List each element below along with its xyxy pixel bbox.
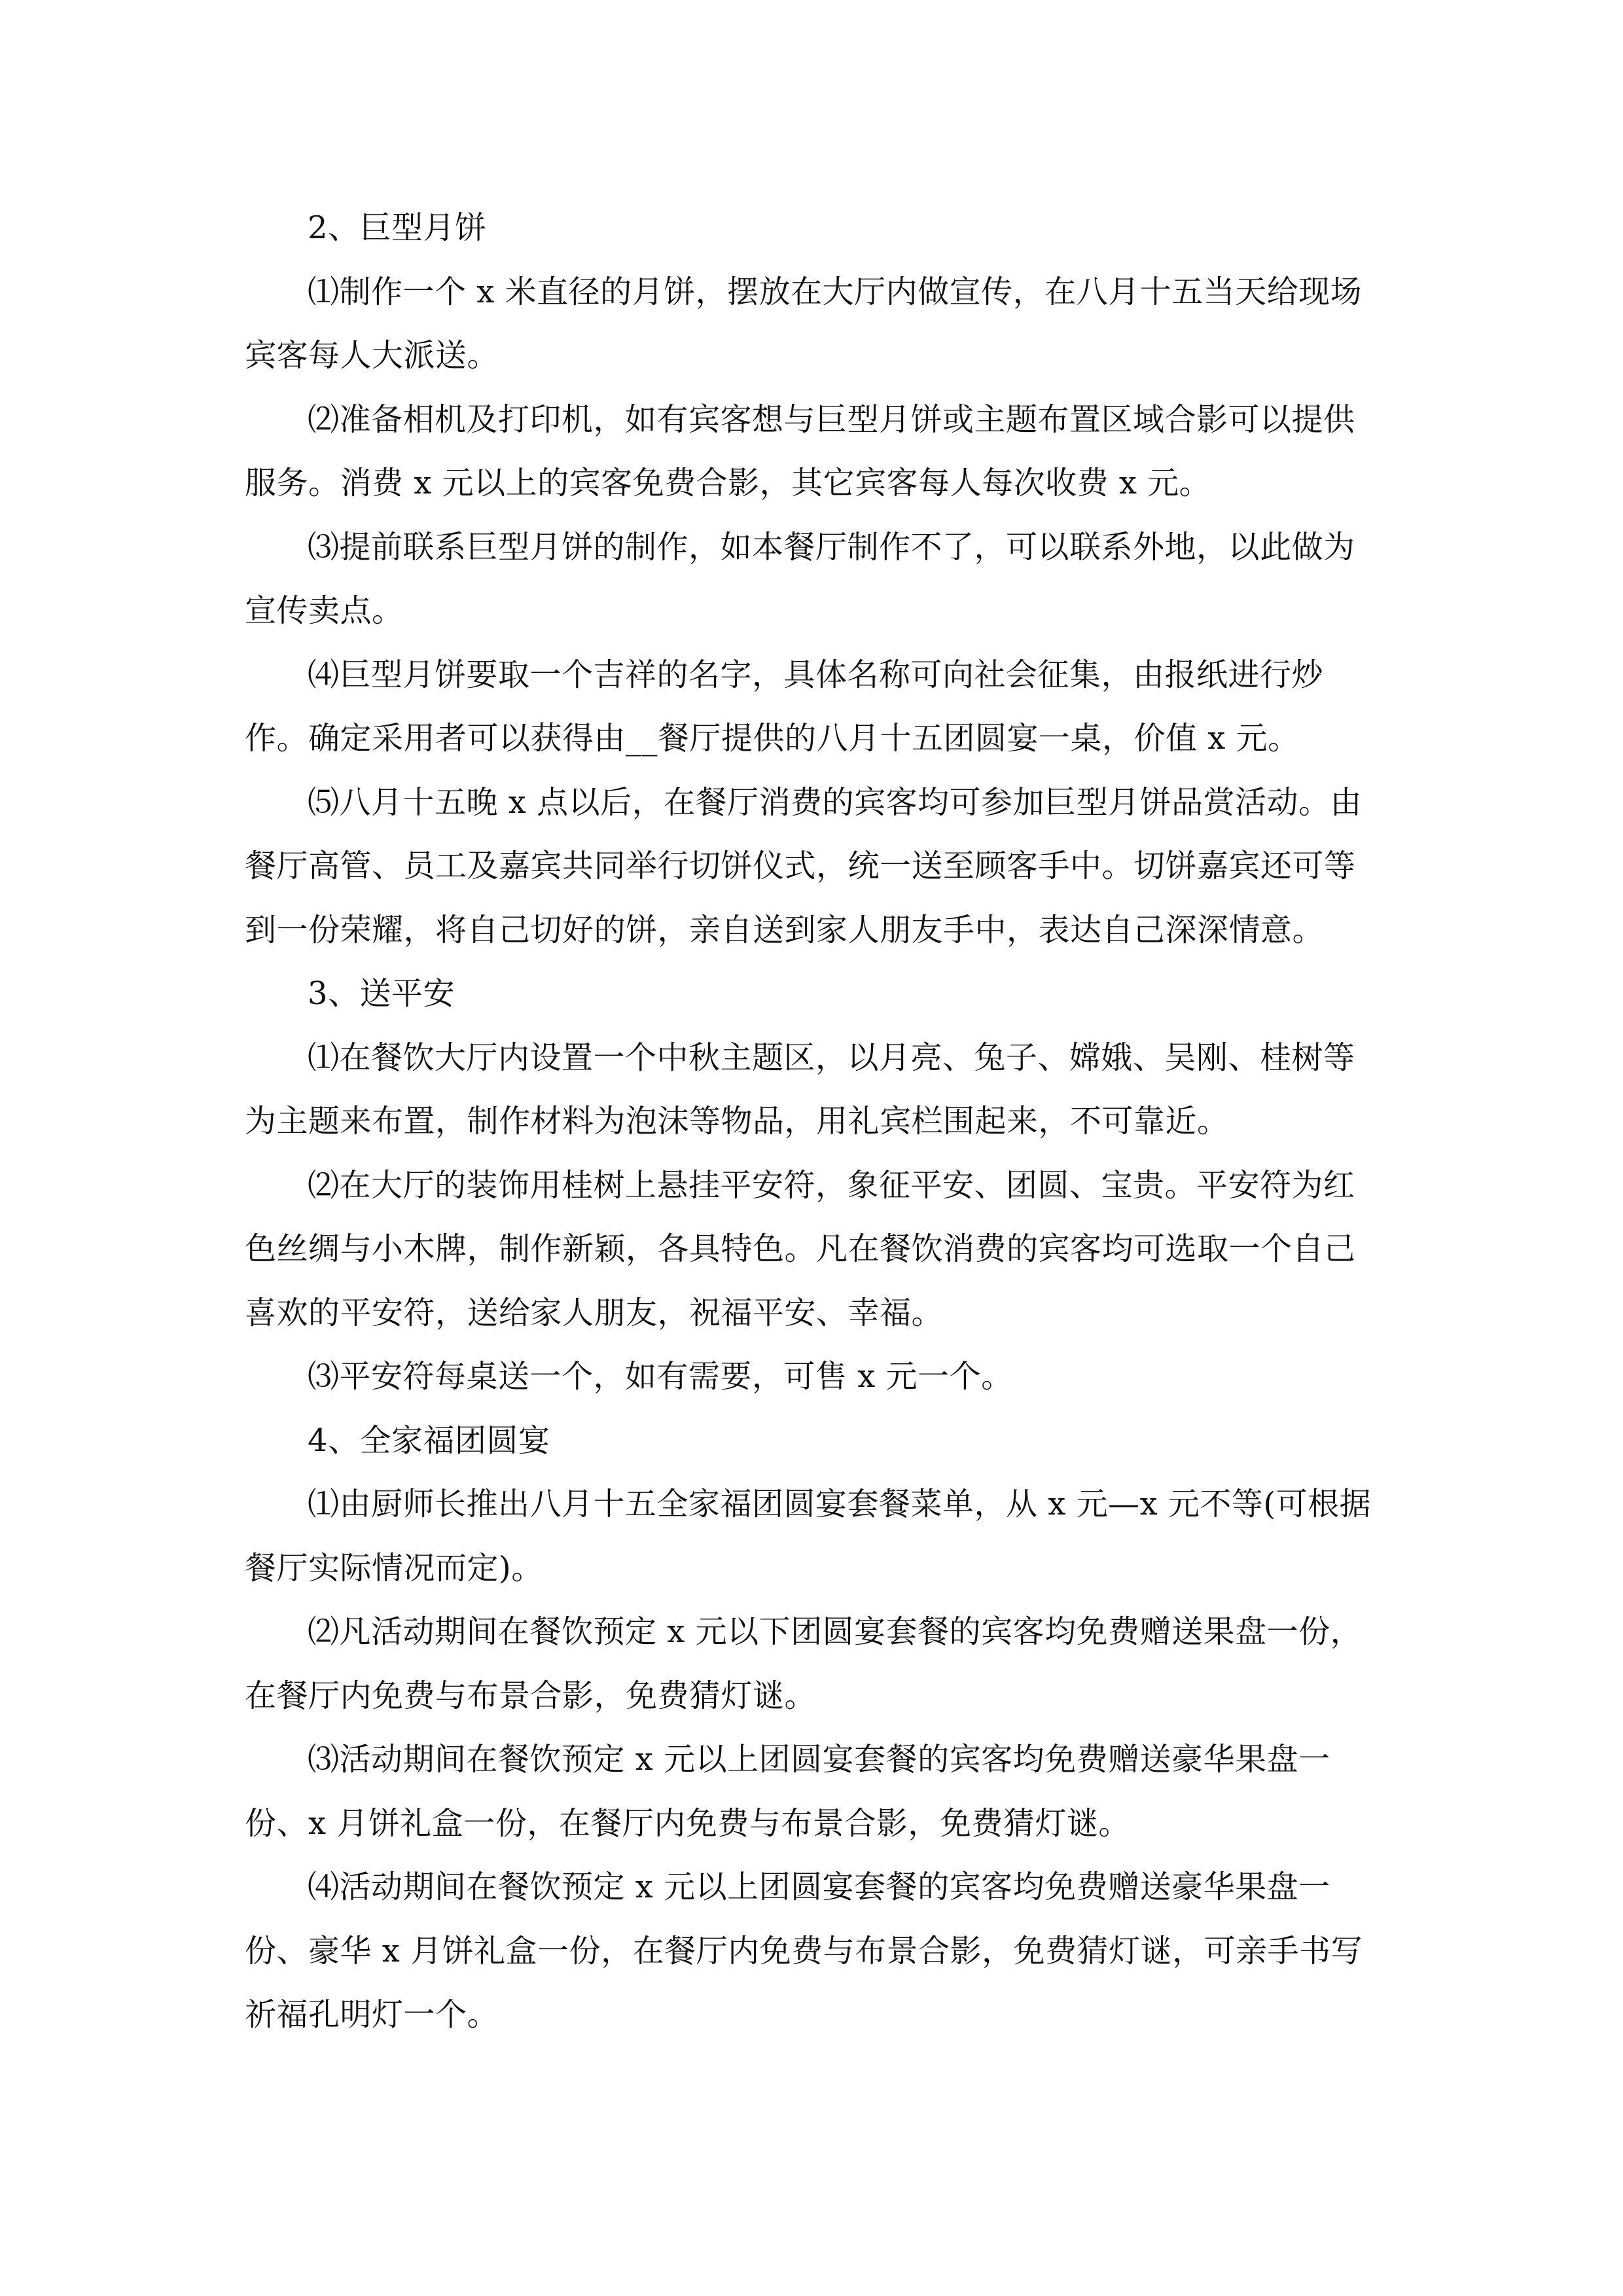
paragraph-banquet-4: ⑷活动期间在餐饮预定 x 元以上团圆宴套餐的宾客均免费赠送豪华果盘一份、豪华 x 月饼礼盒一份，在餐厅内免费与布景合影，免费猜灯谜，可亲手书写祈福孔明灯一个。 xyxy=(245,1869,1363,2033)
paragraph-mooncake-1: ⑴制作一个 x 米直径的月饼，摆放在大厅内做宣传，在八月十五当天给现场宾客每人大派送。 xyxy=(245,273,1363,374)
paragraph-banquet-3: ⑶活动期间在餐饮预定 x 元以上团圆宴套餐的宾客均免费赠送豪华果盘一份、x 月饼礼盒一份，在餐厅内免费与布景合影，免费猜灯谜。 xyxy=(245,1741,1330,1842)
paragraph-peace-3: ⑶平安符每桌送一个，如有需要，可售 x 元一个。 xyxy=(308,1358,1013,1395)
section-heading-peace: 3、送平安 xyxy=(308,975,455,1012)
paragraph-peace-2: ⑵在大厅的装饰用桂树上悬挂平安符，象征平安、团圆、宝贵。平安符为红色丝绸与小木牌，制作新颖，各具特色。凡在餐饮消费的宾客均可选取一个自己喜欢的平安符，送给家人朋友，祝福平安、幸福。 xyxy=(245,1166,1356,1331)
paragraph-banquet-2: ⑵凡活动期间在餐饮预定 x 元以下团圆宴套餐的宾客均免费赠送果盘一份，在餐厅内免费与布景合影，免费猜灯谜。 xyxy=(245,1613,1363,1714)
paragraph-peace-1: ⑴在餐饮大厅内设置一个中秋主题区，以月亮、兔子、嫦娥、吴刚、桂树等为主题来布置，制作材料为泡沫等物品，用礼宾栏围起来，不可靠近。 xyxy=(245,1039,1355,1139)
section-heading-giant-mooncake: 2、巨型月饼 xyxy=(308,209,487,246)
paragraph-mooncake-5: ⑸八月十五晚 x 点以后，在餐厅消费的宾客均可参加巨型月饼品赏活动。由餐厅高管、员工及嘉宾共同举行切饼仪式，统一送至顾客手中。切饼嘉宾还可等到一份荣耀，将自己切好的饼，亲自送到家人朋友手中，表达自己深深情意。 xyxy=(245,783,1363,948)
paragraph-mooncake-2: ⑵准备相机及打印机，如有宾客想与巨型月饼或主题布置区域合影可以提供服务。消费 x 元以上的宾客免费合影，其它宾客每人每次收费 x 元。 xyxy=(245,401,1355,501)
paragraph-banquet-1: ⑴由厨师长推出八月十五全家福团圆宴套餐菜单，从 x 元—x 元不等(可根据餐厅实际情况而定)。 xyxy=(245,1486,1372,1587)
section-heading-family-banquet: 4、全家福团圆宴 xyxy=(308,1422,550,1459)
document-body xyxy=(245,196,1381,2047)
paragraph-mooncake-4: ⑷巨型月饼要取一个吉祥的名字，具体名称可向社会征集，由报纸进行炒作。确定采用者可以获得由__餐厅提供的八月十五团圆宴一桌，价值 x 元。 xyxy=(245,656,1324,757)
paragraph-mooncake-3: ⑶提前联系巨型月饼的制作，如本餐厅制作不了，可以联系外地，以此做为宣传卖点。 xyxy=(245,528,1355,629)
